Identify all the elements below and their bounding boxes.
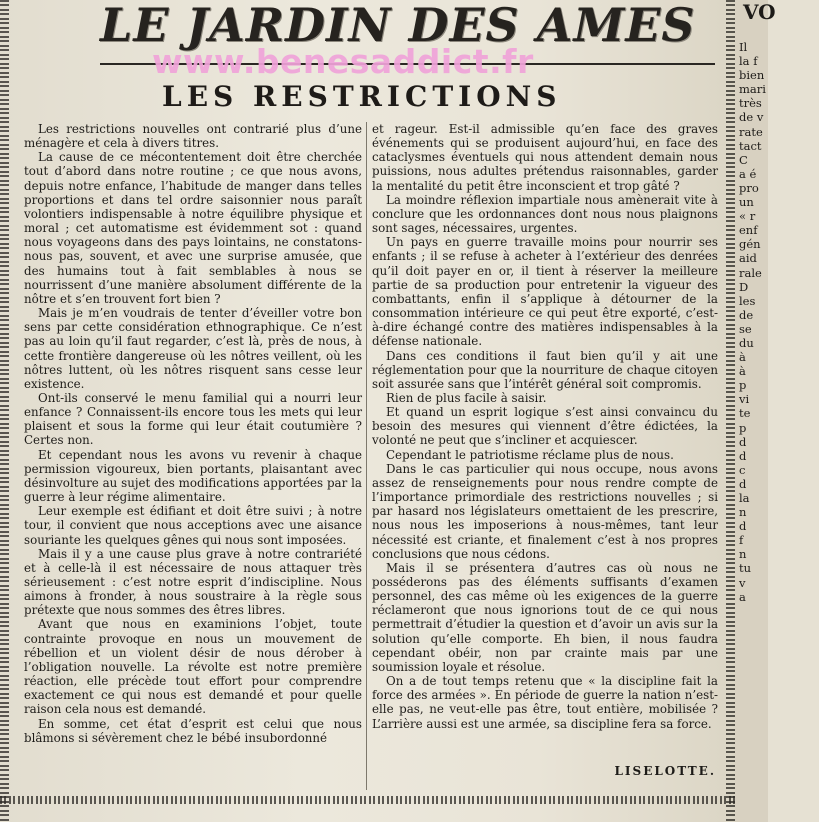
masthead-title: LE JARDIN DES AMES — [100, 0, 696, 52]
paragraph: Dans ces conditions il faut bien qu’il y ait une réglementation pour que la nourriture de chaque citoyen soit assurée sans que l’intérêt général soit compromis. — [372, 348, 718, 391]
adjacent-line: p — [739, 378, 747, 393]
adjacent-line: d — [739, 434, 747, 449]
adjacent-heading: VO — [743, 0, 776, 24]
paragraph: Ont-ils conservé le menu familial qui a nourri leur enfance ? Connaissent-ils encore tous les mets qui leur plaisent et sous la forme qui leur était coutumière ? Certes non. — [24, 390, 362, 448]
adjacent-line: « r — [739, 209, 756, 224]
adjacent-line: c — [739, 462, 746, 477]
adjacent-line: Il — [739, 40, 748, 54]
adjacent-line: a é — [739, 166, 757, 181]
adjacent-line: f — [739, 533, 744, 548]
left-decorative-border — [0, 0, 9, 822]
author-signature: LISELOTTE. — [614, 764, 716, 778]
paragraph: En somme, cet état d’esprit est celui que nous blâmons si sévèrement chez le bébé insubordonné — [24, 716, 362, 745]
right-decorative-border — [726, 0, 735, 822]
adjacent-line: à — [739, 350, 746, 365]
paragraph: Et quand un esprit logique s’est ainsi convaincu du besoin des mesures qui viennent d’être édictées, la volonté ne peut que s’incliner et acquiescer. — [372, 405, 718, 448]
paragraph: On a de tout temps retenu que « la discipline fait la force des armées ». En période de guerre la nation n’est-elle pas, ne veut-elle pas être, tout entière, mobilisée ? L’arrière aussi est une armée, sa discipline fera sa force. — [372, 674, 718, 731]
adjacent-line: à — [739, 364, 746, 379]
adjacent-line: rale — [739, 265, 762, 280]
adjacent-line: de v — [739, 110, 764, 125]
adjacent-line: se — [739, 321, 752, 336]
adjacent-line: gén — [739, 237, 761, 252]
adjacent-line: a — [739, 589, 746, 604]
adjacent-line: pro — [739, 180, 759, 195]
adjacent-line: d — [739, 476, 747, 491]
paragraph: La moindre réflexion impartiale nous amènerait vite à conclure que les ordonnances dont nous nous plaignons sont sages, nécessaires, urgentes. — [372, 192, 718, 236]
adjacent-line: tu — [739, 561, 752, 576]
adjacent-line: la — [739, 491, 750, 505]
paragraph: La cause de ce mécontentement doit être cherchée tout d’abord dans notre routine ; ce que nous avons, depuis notre enfance, l’habitude de manger dans telles proportions et dans tel ordre saisonnier nous paraît volontiers indispensable à notre équilibre physique et moral ; cet automatisme est évidemment sot : quand nous voyageons dans des pays lointains, ne constatons-nous pas, souvent, et avec une surprise amusée, que des humains tout à fait semblables à nous se nourrissent d’une manière absolument différente de la nôtre et s’en trouvent fort bien ? — [24, 150, 362, 306]
adjacent-line: du — [739, 335, 754, 350]
adjacent-line: la f — [739, 54, 758, 69]
paragraph: Avant que nous en examinions l’objet, toute contrainte provoque en nous un mouvement de rébellion et un violent désir de nous dérober à l’obligation nouvelle. La révolte est notre première réaction, elle précède tout effort pour comprendre exactement ce qui nous est demandé et pour quelle raison cela nous est demandé. — [24, 617, 362, 717]
adjacent-line: vi — [739, 392, 750, 407]
adjacent-line: d — [739, 448, 747, 463]
adjacent-line: un — [739, 195, 754, 210]
adjacent-line: bien — [739, 68, 765, 83]
paragraph: Dans le cas particulier qui nous occupe, nous avons assez de renseignements pour nous rendre compte de l’importance primordiale des restrictions nouvelles ; si par hasard nos législateurs omettaient de les prescrire, nous nous les imposerions à nous-mêmes, tant leur nécessité est criante, et finalement c’est à nos propres conclusions que nous cédons. — [372, 461, 718, 561]
adjacent-line: très — [739, 96, 762, 111]
adjacent-text-lines — [739, 40, 819, 604]
paragraph: Leur exemple est édifiant et doit être suivi ; à notre tour, il convient que nous acceptions avec une aisance souriante les quelques gênes qui nous sont imposées. — [24, 504, 362, 547]
paragraph: Mais je m’en voudrais de tenter d’éveiller votre bon sens par cette considération ethnographique. Ce n’est pas au loin qu’il faut regarder, c’est là, près de nous, à cette frontière dangereuse où les nôtres veillent, où les nôtres luttent, où les nôtres risquent sans cesse leur existence. — [24, 306, 362, 391]
adjacent-line: n — [739, 505, 747, 520]
adjacent-column-fragment — [735, 0, 776, 822]
adjacent-line: C — [739, 152, 748, 167]
adjacent-line: tact — [739, 138, 762, 153]
bottom-decorative-border — [0, 796, 735, 804]
paragraph: Rien de plus facile à saisir. — [386, 390, 547, 405]
adjacent-line: rate — [739, 124, 763, 139]
adjacent-line: de — [739, 307, 754, 322]
column-divider — [366, 122, 367, 790]
adjacent-line: les — [739, 293, 756, 308]
adjacent-line: aid — [739, 251, 757, 266]
adjacent-line: enf — [739, 223, 758, 238]
watermark-text: www.benesaddict.fr — [152, 42, 534, 81]
adjacent-line: d — [739, 519, 747, 534]
paragraph: et rageur. Est-il admissible qu’en face des graves événements qui se produisent aujourd’hui, en face des cataclysmes éventuels qui nous attendent demain nous puissions, nous adultes prétendus raisonnables, garder la mentalité du petit être inconscient et trop gâté ? — [372, 122, 718, 193]
paragraph: Mais il y a une cause plus grave à notre contrariété et à celle-là il est nécessaire de nous attaquer très sérieusement : c’est notre esprit d’indiscipline. Nous aimons à fronder, à nous soustraire à la règle sous prétexte que nous sommes des êtres libres. — [24, 546, 362, 618]
adjacent-line: te — [739, 406, 751, 421]
paragraph: Les restrictions nouvelles ont contrarié plus d’une ménagère et cela à divers titres. — [24, 122, 362, 151]
paragraph: Mais il se présentera d’autres cas où nous ne posséderons pas des éléments suffisants d’examen personnel, des cas même où les exigences de la guerre réclameront que nous ignorions tout de ce qui nous permettrait d’étudier la question et d’avoir un avis sur la solution qu’elle comporte. Eh bien, il nous faudra cependant obéir, non par crainte mais par une soumission loyale et résolue. — [372, 560, 718, 674]
article-title: LES RESTRICTIONS — [162, 80, 562, 113]
adjacent-line: v — [739, 575, 746, 590]
adjacent-line: p — [739, 420, 747, 435]
adjacent-line: n — [739, 547, 747, 562]
article-column-2 — [372, 122, 718, 731]
paragraph: Et cependant nous les avons vu revenir à chaque permission vigoureux, bien portants, plaisantant avec désinvolture au sujet des modifications apportées par la guerre à leur régime alimentaire. — [24, 447, 362, 505]
paragraph: Cependant le patriotisme réclame plus de nous. — [386, 447, 674, 462]
article-column-1 — [24, 122, 362, 745]
adjacent-line: mari — [739, 82, 766, 97]
paragraph: Un pays en guerre travaille moins pour nourrir ses enfants ; il se refuse à acheter à l’extérieur des denrées qu’il doit payer en or, il tient à réserver la meilleure partie de sa production pour entretenir la vigueur des combattants, enfin il s’applique à détourner de la consommation intérieure ce qui peut être exporté, c’est-à-dire échangé contre des matières indispensables à la défense nationale. — [372, 235, 718, 349]
adjacent-line: D — [739, 279, 749, 294]
